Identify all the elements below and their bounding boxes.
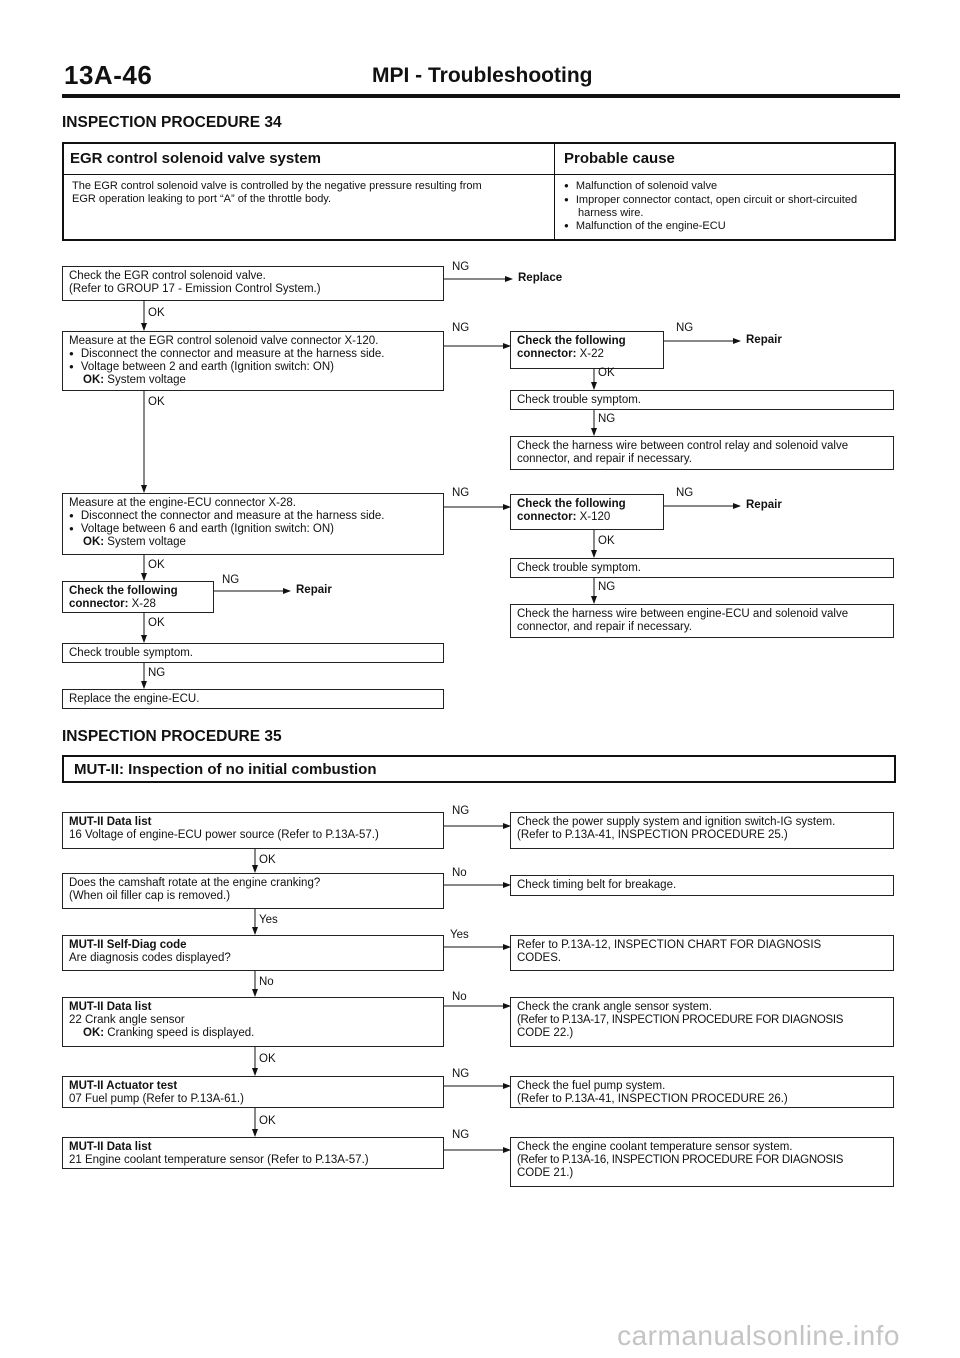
action-replace: Replace [518,272,563,284]
step-self-diag-code: MUT-II Self-Diag code Are diagnosis codes displayed? [62,935,444,971]
label-yes: Yes [259,914,278,926]
result-diagnosis-chart: Refer to P.13A-12, INSPECTION CHART FOR DIAGNOSIS CODES. [510,935,894,971]
page-title: MPI - Troubleshooting [372,64,593,87]
step-check-connector-x120: Check the following connector: X-120 [510,494,664,530]
step-check-trouble-symptom: Check trouble symptom. [510,558,894,578]
label-ok: OK [598,535,615,547]
cause-item: ● Malfunction of solenoid valve [564,180,889,194]
procedure-34-heading: INSPECTION PROCEDURE 34 [62,114,282,131]
label-ng: NG [452,1129,470,1141]
label-ok: OK [259,854,276,866]
action-repair: Repair [746,499,782,511]
label-ok: OK [259,1053,276,1065]
step-data-list-16: MUT-II Data list 16 Voltage of engine-ECU power source (Refer to P.13A-57.) [62,812,444,849]
step-check-harness-relay: Check the harness wire between control relay and solenoid valve connector, and repair if necessary. [510,436,894,470]
label-ng: NG [452,322,470,334]
result-power-supply: Check the power supply system and ignition switch-IG system. (Refer to P.13A-41, INSPECTION PROCEDURE 25.) [510,812,894,849]
watermark: carmanualsonline.info [617,1320,900,1351]
label-ok: OK [148,396,165,408]
result-timing-belt: Check timing belt for breakage. [510,875,894,896]
label-ng: NG [598,413,616,425]
step-data-list-22: MUT-II Data list 22 Crank angle sensor OK: Cranking speed is displayed. [62,997,444,1047]
label-ng: NG [148,667,166,679]
step-check-trouble-symptom: Check trouble symptom. [62,643,444,663]
result-crank-angle-sensor: Check the crank angle sensor system. (Refer to P.13A-17, INSPECTION PROCEDURE FOR DIAGNOSIS CODE 22.) [510,997,894,1047]
label-ng: NG [452,487,470,499]
procedure-35-heading: INSPECTION PROCEDURE 35 [62,728,282,745]
label-ok: OK [148,307,165,319]
label-ng: NG [452,261,470,273]
step-actuator-test-07: MUT-II Actuator test 07 Fuel pump (Refer to P.13A-61.) [62,1076,444,1108]
step-measure-x28: Measure at the engine-ECU connector X-28. ● Disconnect the connector and measure at the harness side. ● Voltage between 6 and earth (Ignition switch: ON) OK: System voltage [62,493,444,555]
cause-item: ● Malfunction of the engine-ECU [564,220,889,234]
label-ng: NG [452,805,470,817]
step-camshaft-rotation: Does the camshaft rotate at the engine cranking? (When oil filler cap is removed.) [62,873,444,909]
step-check-trouble-symptom: Check trouble symptom. [510,390,894,410]
label-ng: NG [676,322,694,334]
label-ok: OK [598,367,615,379]
step-check-connector-x22: Check the following connector: X-22 [510,331,664,369]
step-measure-x120: Measure at the EGR control solenoid valve connector X-120. ● Disconnect the connector and measure at the harness side. ● Voltage between 2 and earth (Ignition switch: ON) OK: System voltage [62,331,444,391]
result-fuel-pump: Check the fuel pump system. (Refer to P.13A-41, INSPECTION PROCEDURE 26.) [510,1076,894,1108]
result-coolant-sensor: Check the engine coolant temperature sensor system. (Refer to P.13A-16, INSPECTION PROCEDURE FOR DIAGNOSIS CODE 21.) [510,1137,894,1187]
cause-item: ● Improper connector contact, open circuit or short-circuited harness wire. [564,194,889,220]
label-ok: OK [259,1115,276,1127]
step-check-connector-x28: Check the following connector: X-28 [62,581,214,613]
step-data-list-21: MUT-II Data list 21 Engine coolant temperature sensor (Refer to P.13A-57.) [62,1137,444,1169]
label-ng: NG [222,574,240,586]
label-ng: NG [452,1068,470,1080]
label-yes: Yes [450,929,469,941]
label-no: No [452,867,467,879]
step-check-egr-valve: Check the EGR control solenoid valve. (Refer to GROUP 17 - Emission Control System.) [62,266,444,301]
label-no: No [452,991,467,1003]
label-ng: NG [598,581,616,593]
procedure-35-title: MUT-II: Inspection of no initial combustion [74,761,377,778]
action-repair: Repair [746,334,782,346]
label-ok: OK [148,559,165,571]
page-code: 13A-46 [64,60,153,90]
label-no: No [259,976,274,988]
table-right-heading: Probable cause [564,150,675,167]
table-left-heading: EGR control solenoid valve system [70,150,321,167]
step-check-harness-ecu: Check the harness wire between engine-ECU and solenoid valve connector, and repair if necessary. [510,604,894,638]
label-ok: OK [148,617,165,629]
action-repair: Repair [296,584,332,596]
table-description: The EGR control solenoid valve is controlled by the negative pressure resulting from EGR operation leaking to port “A” of the throttle body. [72,180,482,205]
step-replace-ecu: Replace the engine-ECU. [62,689,444,709]
label-ng: NG [676,487,694,499]
